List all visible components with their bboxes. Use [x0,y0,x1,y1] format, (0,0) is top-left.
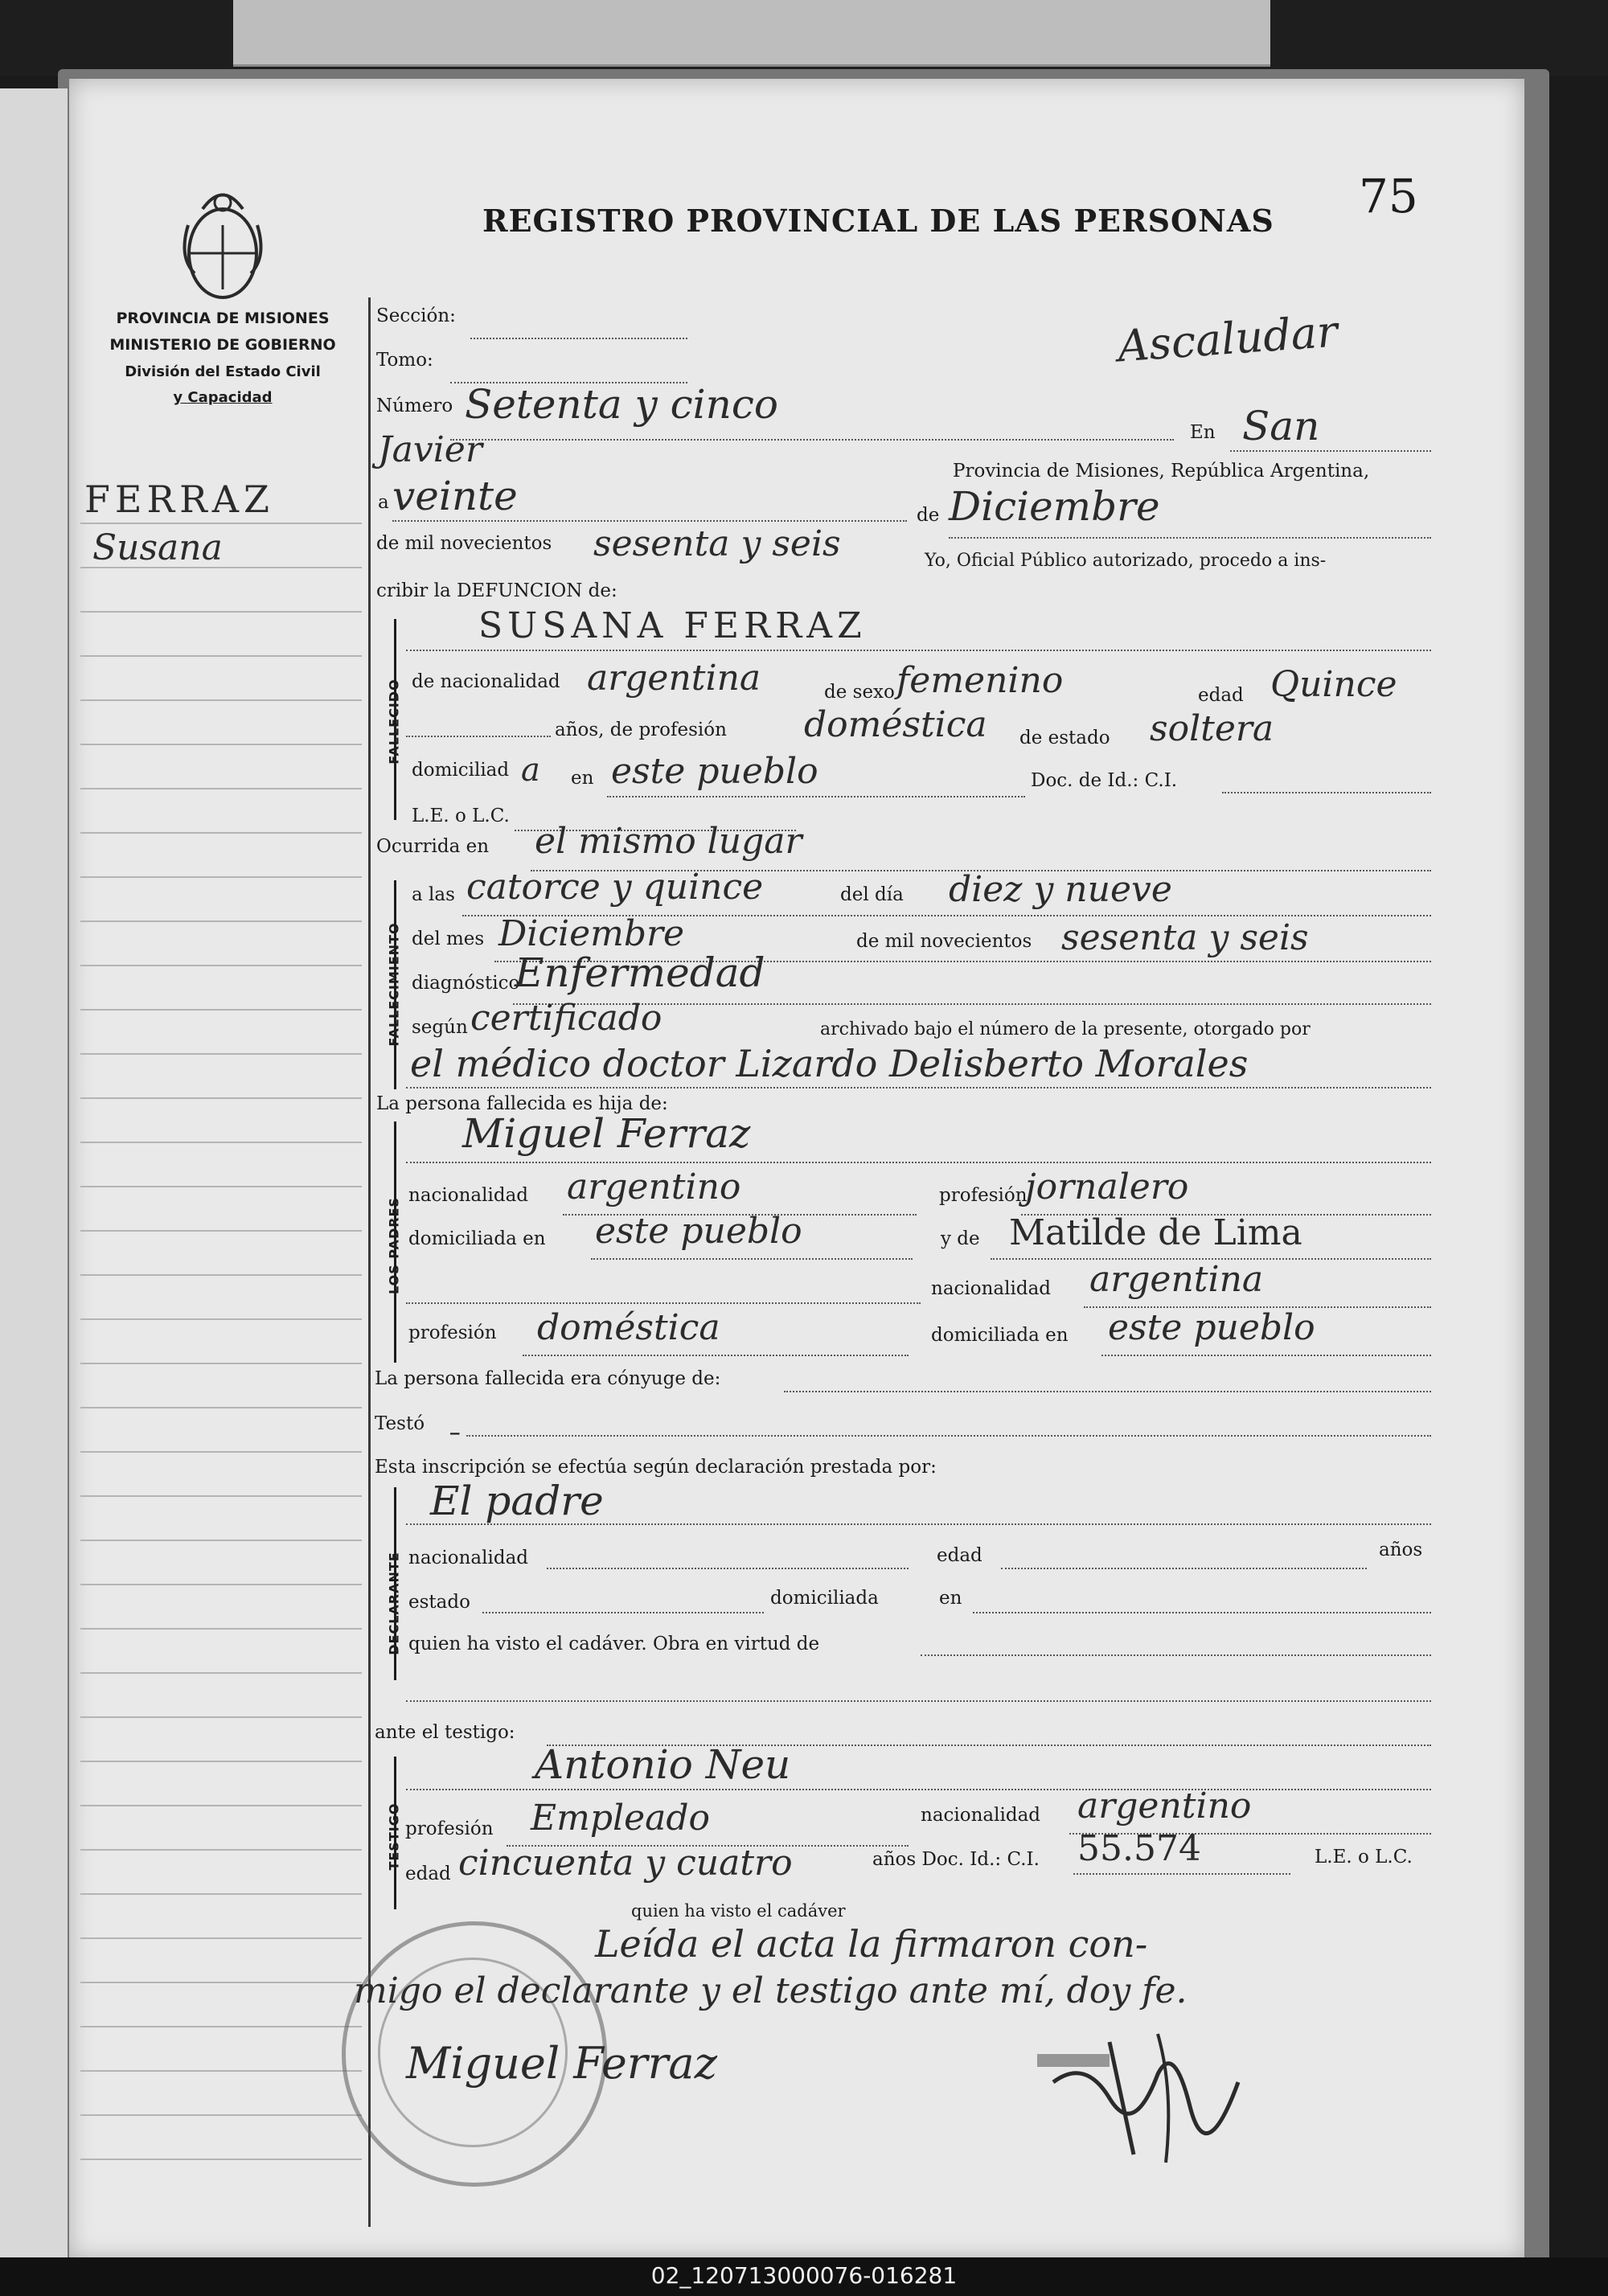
hw-declarant: El padre [430,1478,604,1524]
loose-paper-edge [233,0,1270,67]
hw-domicile-suffix: a [521,752,540,789]
hw-nationality: argentina [587,658,761,699]
hw-doctor: el médico doctor Lizardo Delisberto Morales [410,1042,1249,1085]
hw-witness: Antonio Neu [535,1741,791,1788]
section-testigo: TESTIGO [386,1802,402,1871]
de-line [949,537,1431,539]
label-en: En [1190,422,1216,443]
hw-age: Quince [1270,664,1397,705]
section-fallecido: FALLECIDO [386,679,402,765]
label-nacionalidad2: nacionalidad [931,1278,1052,1299]
label-domiciliad: domiciliad [412,760,510,781]
declarant-line [406,1523,1431,1525]
hw-ocurrida: el mismo lugar [535,821,802,862]
hw-diagnosis: Enfermedad [515,949,765,996]
doc-line [1222,792,1431,793]
label-test-profesion: profesión [405,1818,494,1839]
margin-rule [368,297,371,2227]
hw-month: Diciembre [498,913,685,954]
label-ocurrida: Ocurrida en [376,836,490,857]
label-diagnostico: diagnóstico [412,973,520,994]
margin-given-name: Susana [92,527,223,568]
hw-day: diez y nueve [949,869,1172,910]
label-profesion2: profesión [408,1322,497,1343]
ministry-line-2: MINISTERIO DE GOBIERNO [109,336,336,354]
image-caption: 02_120713000076-016281 [650,2262,958,2289]
label-ante-testigo: ante el testigo: [375,1722,515,1743]
label-le-lc: L.E. o L.C. [412,806,510,826]
label-seccion: Sección: [376,305,456,326]
hw-witness-ci: 55.574 [1077,1828,1201,1869]
label-a-las: a las [412,884,455,905]
label-del-mes: del mes [412,929,485,949]
mother-prof-line [523,1355,909,1356]
hw-certificate: certificado [470,998,662,1039]
entry-note: Ascaludar [1116,305,1339,372]
conyuge-line [784,1391,1431,1392]
label-testo: Testó [375,1413,425,1434]
label-de: de [917,505,940,526]
label-domiciliada-en2: domiciliada en [931,1325,1069,1346]
signature-official [1037,2010,1254,2171]
decl-estado-line [482,1612,764,1613]
label-oficial: Yo, Oficial Público autorizado, procedo a ins- [925,551,1327,571]
signature-declarant: Miguel Ferraz [406,2038,718,2089]
label-declaracion: Esta inscripción se efectúa según declaración prestada por: [375,1457,937,1478]
label-tomo: Tomo: [376,350,433,371]
hw-closing-2: migo el declarante y el testigo ante mí, doy fe. [354,1970,1188,2011]
doctor-line [406,1087,1431,1089]
father-line [406,1162,1431,1163]
obra-line [921,1654,1431,1656]
label-y-de: y de [941,1228,980,1249]
seccion-line [470,338,687,339]
hw-civil-status: soltera [1150,708,1274,749]
section-fallecimiento: FALLECIMIENTO [386,922,402,1047]
a-line [392,520,907,522]
hw-witness-nationality: argentino [1077,1786,1252,1827]
label-test-anos-doc: años Doc. Id.: C.I. [872,1849,1040,1870]
witness-line [406,1789,1431,1790]
witness-ci-line [1073,1873,1290,1875]
label-archivado: archivado bajo el número de la presente, otorgado por [820,1019,1311,1039]
hw-year: sesenta y seis [593,523,841,564]
label-conyuge: La persona fallecida era cónyuge de: [375,1368,721,1389]
label-edad: edad [1198,685,1244,706]
blank-line [406,1302,921,1304]
section-padres: LOS PADRES [386,1197,402,1295]
hw-place2: Javier [378,429,482,470]
label-test-quien: quien ha visto el cadáver [631,1901,846,1921]
hw-domicile: este pueblo [611,751,818,792]
label-test-le-lc: L.E. o L.C. [1315,1847,1413,1868]
label-segun: según [412,1017,468,1038]
previous-page-edge [0,88,68,2259]
hw-father: Miguel Ferraz [462,1110,751,1157]
label-quien-ha-visto: quien ha visto el cadáver. Obra en virtud de [408,1634,820,1654]
coat-of-arms-icon [170,177,275,305]
hw-testo: _ [450,1413,460,1435]
label-provincia: Provincia de Misiones, República Argentina, [953,461,1370,482]
decl-nat-line [547,1568,909,1569]
label-domiciliada-en: domiciliada en [408,1228,546,1249]
label-numero: Número [376,396,453,416]
numero-line [450,439,1174,441]
margin-surname: FERRAZ [84,478,274,521]
label-de-nacionalidad: de nacionalidad [412,671,560,692]
hw-profession: doméstica [804,704,987,745]
hw-hour: catorce y quince [466,867,764,908]
hw-closing-1: Leída el acta la firmaron con- [595,1922,1148,1966]
label-nacionalidad: nacionalidad [408,1185,529,1206]
hw-mother-domicile: este pueblo [1108,1307,1315,1348]
page-number: 75 [1359,169,1418,223]
hw-mother-nationality: argentina [1089,1259,1264,1300]
label-a: a [378,492,389,513]
label-de-estado: de estado [1019,728,1110,748]
label-decl-estado: estado [408,1592,470,1613]
hw-witness-profession: Empleado [531,1798,711,1839]
label-decl-anos: años [1379,1540,1423,1560]
domicile-line [607,796,1025,797]
ministry-line-3: División del Estado Civil [125,363,321,380]
ministry-line-1: PROVINCIA DE MISIONES [116,310,330,327]
hw-a-day: veinte [392,473,518,519]
hw-father-domicile: este pueblo [595,1211,802,1252]
label-decl-nacionalidad: nacionalidad [408,1548,529,1568]
hw-numero: Setenta y cinco [465,381,778,428]
hw-mother-profession: doméstica [537,1307,720,1348]
label-inscribir: cribir la DEFUNCION de: [376,580,617,601]
label-decl-domiciliada: domiciliada [770,1588,879,1609]
label-test-nacionalidad: nacionalidad [921,1805,1041,1826]
hw-en-place: San [1242,403,1320,449]
hw-deceased-name: SUSANA FERRAZ [478,605,867,646]
mother-dom-line [1101,1355,1431,1356]
label-doc-id: Doc. de Id.: C.I. [1031,770,1178,791]
label-decl-en: en [939,1588,962,1609]
label-de-mil: de mil novecientos [376,533,552,554]
hw-witness-age: cincuenta y cuatro [458,1843,793,1884]
label-profesion: profesión [939,1185,1028,1206]
testo-line [466,1435,1431,1437]
label-anos-profesion: años, de profesión [555,720,727,740]
hw-sex: femenino [896,660,1064,701]
page-title: REGISTRO PROVINCIAL DE LAS PERSONAS [482,203,1274,239]
father-dom-line [591,1258,913,1260]
label-en2: en [571,768,594,789]
hw-father-profession: jornalero [1025,1166,1189,1207]
en-line [1230,450,1431,452]
label-decl-edad: edad [937,1545,982,1566]
hw-de-month: Diciembre [949,483,1160,530]
hw-father-nationality: argentino [567,1166,741,1207]
decl-dom-line [973,1612,1431,1613]
age-line-left [406,736,551,737]
label-de-sexo: de sexo [824,682,895,703]
ministry-line-4: y Capacidad [173,389,273,406]
label-del-dia: del día [840,884,904,905]
label-hija-de: La persona fallecida es hija de: [376,1093,668,1114]
obra-line-2 [406,1700,1431,1702]
decl-edad-line [1001,1568,1367,1569]
section-declarante: DECLARANTE [386,1552,402,1655]
name-line [406,650,1431,651]
label-test-edad: edad [405,1863,451,1884]
hw-mother: Matilde de Lima [1009,1212,1302,1253]
label-de-mil2: de mil novecientos [856,931,1032,952]
hw-death-year: sesenta y seis [1061,917,1309,958]
